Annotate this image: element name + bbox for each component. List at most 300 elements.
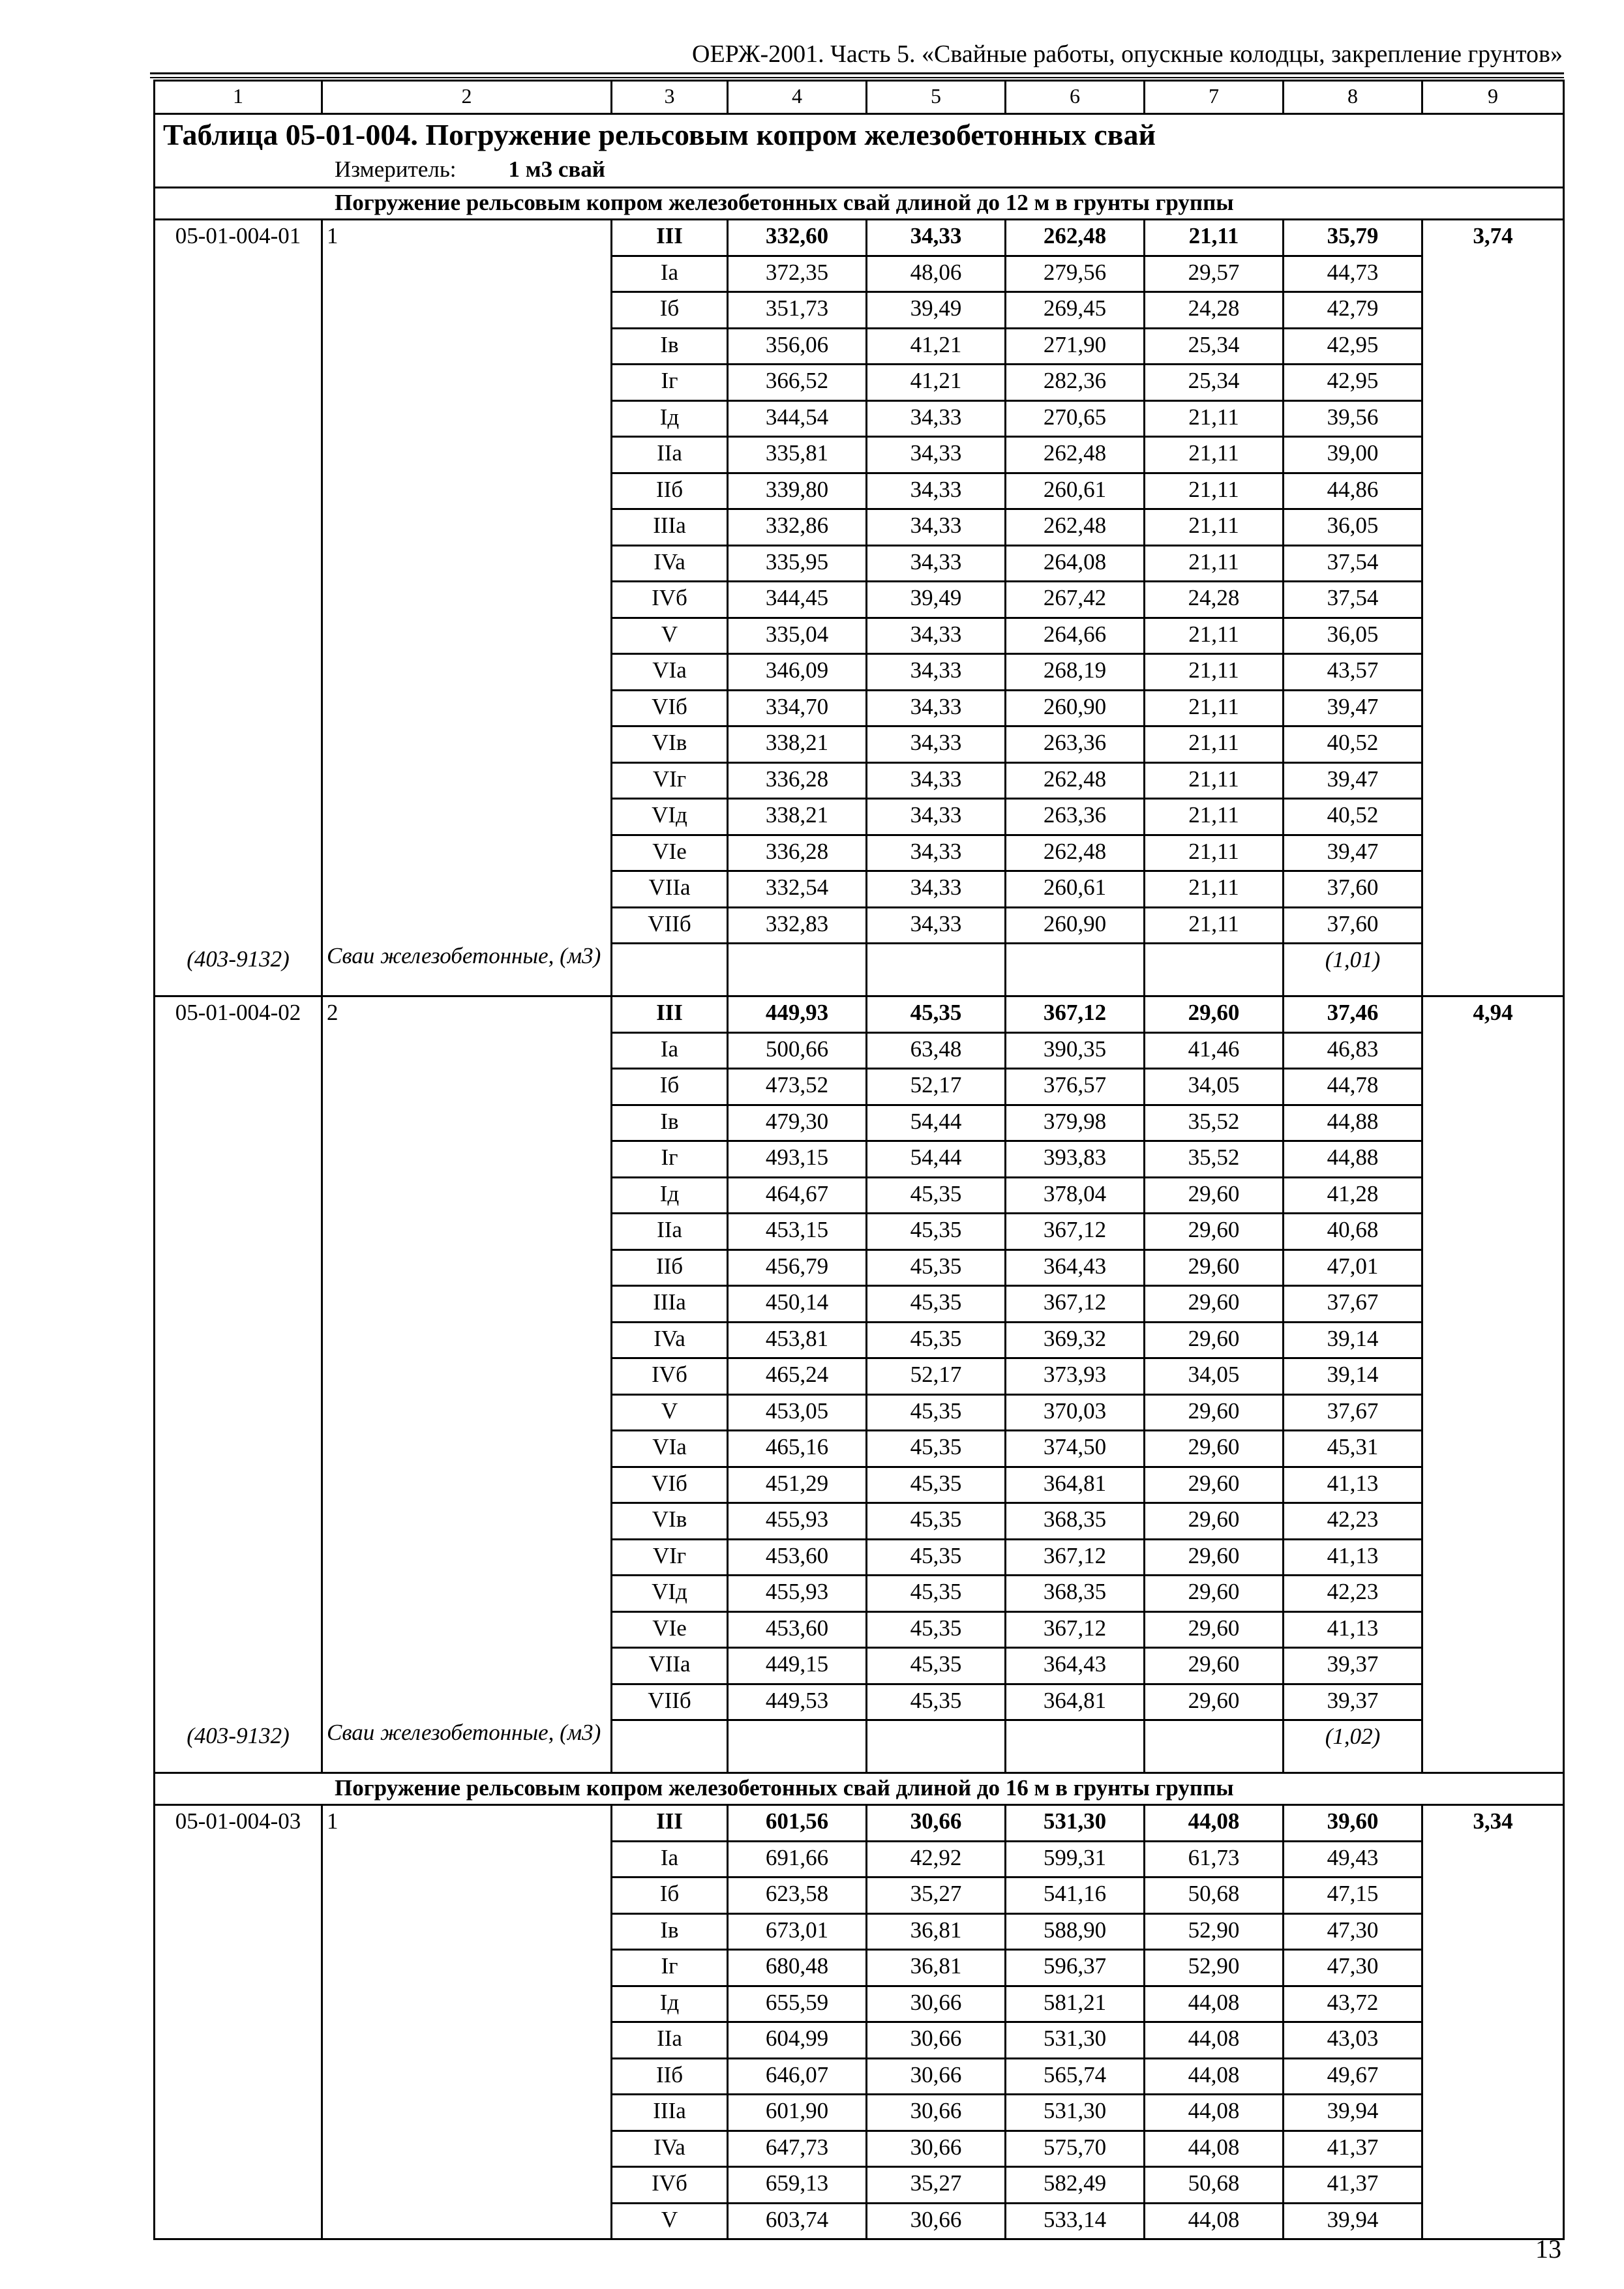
value-cell: 29,60 bbox=[1145, 1684, 1284, 1720]
soil-group-cell: IVб bbox=[612, 1358, 728, 1395]
value-cell: 30,66 bbox=[867, 2058, 1006, 2095]
value-cell: 49,67 bbox=[1284, 2058, 1422, 2095]
rate-code-cell bbox=[155, 1249, 322, 1286]
value-cell: 40,68 bbox=[1284, 1214, 1422, 1250]
value-cell: 47,15 bbox=[1284, 1878, 1422, 1914]
soil-group-cell: V bbox=[612, 618, 728, 654]
material-name: Сваи железобетонные, (м3) bbox=[327, 1720, 601, 1745]
soil-group-cell: V bbox=[612, 1394, 728, 1431]
section-heading-row bbox=[155, 1773, 1564, 1805]
col9-cell bbox=[1422, 1141, 1564, 1178]
value-cell: 42,92 bbox=[867, 1841, 1006, 1878]
value-cell: 34,33 bbox=[867, 799, 1006, 835]
rate-code-cell bbox=[155, 1950, 322, 1986]
value-cell: 453,15 bbox=[728, 1214, 867, 1250]
measure-line bbox=[155, 155, 1563, 187]
soil-group-cell: Iв bbox=[612, 328, 728, 365]
material-row bbox=[155, 944, 1564, 996]
col9-cell bbox=[1422, 1986, 1564, 2022]
value-cell: 334,70 bbox=[728, 690, 867, 726]
value-cell: 367,12 bbox=[1006, 1214, 1145, 1250]
material-code: (403-9132) bbox=[155, 1720, 322, 1773]
item-number-cell bbox=[322, 2131, 612, 2167]
value-cell: 44,08 bbox=[1145, 2203, 1284, 2239]
rate-code-cell bbox=[155, 1322, 322, 1358]
empty-cell bbox=[612, 1720, 728, 1773]
value-cell: 451,29 bbox=[728, 1467, 867, 1503]
value-cell: 44,08 bbox=[1145, 2095, 1284, 2131]
rate-code-cell bbox=[155, 726, 322, 763]
value-cell: 599,31 bbox=[1006, 1841, 1145, 1878]
value-cell: 336,28 bbox=[728, 762, 867, 799]
value-cell: 29,57 bbox=[1145, 256, 1284, 292]
table-row bbox=[155, 545, 1564, 582]
soil-group-cell: VIa bbox=[612, 654, 728, 691]
soil-group-cell: Iв bbox=[612, 1913, 728, 1950]
col9-cell bbox=[1422, 1576, 1564, 1612]
value-cell: 29,60 bbox=[1145, 1648, 1284, 1684]
soil-group-cell: VIв bbox=[612, 726, 728, 763]
value-cell: 41,21 bbox=[867, 328, 1006, 365]
value-cell: 268,19 bbox=[1006, 654, 1145, 691]
soil-group-cell: IVa bbox=[612, 1322, 728, 1358]
soil-group-cell: IIб bbox=[612, 1249, 728, 1286]
col9-cell bbox=[1422, 1286, 1564, 1323]
value-cell: 36,05 bbox=[1284, 618, 1422, 654]
value-cell: 42,95 bbox=[1284, 328, 1422, 365]
rate-code-cell bbox=[155, 292, 322, 329]
value-cell: 34,33 bbox=[867, 835, 1006, 871]
value-cell: 364,81 bbox=[1006, 1684, 1145, 1720]
rate-code-cell bbox=[155, 1286, 322, 1323]
item-number-cell bbox=[322, 762, 612, 799]
value-cell: 39,94 bbox=[1284, 2203, 1422, 2239]
table-row bbox=[155, 618, 1564, 654]
value-cell: 52,90 bbox=[1145, 1913, 1284, 1950]
section-heading-row bbox=[155, 188, 1564, 220]
column-number-row bbox=[155, 81, 1564, 114]
value-cell: 646,07 bbox=[728, 2058, 867, 2095]
column-number: 6 bbox=[1006, 81, 1145, 114]
value-cell: 21,11 bbox=[1145, 835, 1284, 871]
table-row bbox=[155, 1841, 1564, 1878]
rate-code-cell bbox=[155, 1177, 322, 1214]
value-cell: 45,35 bbox=[867, 1177, 1006, 1214]
value-cell: 44,08 bbox=[1145, 2022, 1284, 2059]
col9-cell bbox=[1422, 509, 1564, 546]
rate-code-cell bbox=[155, 1431, 322, 1467]
rate-code-cell bbox=[155, 256, 322, 292]
value-cell: 623,58 bbox=[728, 1878, 867, 1914]
value-cell: 43,57 bbox=[1284, 654, 1422, 691]
running-header: ОЕРЖ-2001. Часть 5. «Свайные работы, опускные колодцы, закрепление грунтов» bbox=[692, 40, 1563, 68]
value-cell: 575,70 bbox=[1006, 2131, 1145, 2167]
value-cell: 29,60 bbox=[1145, 1467, 1284, 1503]
value-cell: 39,14 bbox=[1284, 1322, 1422, 1358]
item-number-cell bbox=[322, 1986, 612, 2022]
value-cell: 43,03 bbox=[1284, 2022, 1422, 2059]
table-row bbox=[155, 1684, 1564, 1720]
value-cell: 44,88 bbox=[1284, 1141, 1422, 1178]
item-number-cell bbox=[322, 1950, 612, 1986]
value-cell: 54,44 bbox=[867, 1141, 1006, 1178]
table-row bbox=[155, 907, 1564, 944]
value-cell: 35,79 bbox=[1284, 220, 1422, 256]
soil-group-cell: IIa bbox=[612, 437, 728, 473]
value-cell: 21,11 bbox=[1145, 690, 1284, 726]
item-number-cell bbox=[322, 2203, 612, 2239]
value-cell: 21,11 bbox=[1145, 799, 1284, 835]
item-number-cell bbox=[322, 582, 612, 618]
col9-cell: 4,94 bbox=[1422, 996, 1564, 1033]
rate-code-cell bbox=[155, 1105, 322, 1141]
value-cell: 364,43 bbox=[1006, 1249, 1145, 1286]
col9-cell bbox=[1422, 2022, 1564, 2059]
value-cell: 39,49 bbox=[867, 582, 1006, 618]
value-cell: 46,83 bbox=[1284, 1032, 1422, 1069]
table-row bbox=[155, 1394, 1564, 1431]
table-row bbox=[155, 256, 1564, 292]
value-cell: 44,78 bbox=[1284, 1069, 1422, 1105]
value-cell: 582,49 bbox=[1006, 2167, 1145, 2204]
value-cell: 34,33 bbox=[867, 907, 1006, 944]
value-cell: 44,88 bbox=[1284, 1105, 1422, 1141]
value-cell: 479,30 bbox=[728, 1105, 867, 1141]
value-cell: 37,67 bbox=[1284, 1286, 1422, 1323]
value-cell: 36,81 bbox=[867, 1950, 1006, 1986]
col9-cell bbox=[1422, 292, 1564, 329]
rate-code-cell bbox=[155, 907, 322, 944]
rate-code-cell: 05-01-004-01 bbox=[155, 220, 322, 256]
col9-cell bbox=[1422, 944, 1564, 996]
item-number-cell bbox=[322, 545, 612, 582]
value-cell: 45,35 bbox=[867, 996, 1006, 1033]
value-cell: 30,66 bbox=[867, 2203, 1006, 2239]
value-cell: 21,11 bbox=[1145, 437, 1284, 473]
rate-code-cell bbox=[155, 2167, 322, 2204]
value-cell: 37,60 bbox=[1284, 871, 1422, 908]
item-number-cell bbox=[322, 292, 612, 329]
table-row bbox=[155, 1648, 1564, 1684]
value-cell: 29,60 bbox=[1145, 1214, 1284, 1250]
empty-cell bbox=[1006, 944, 1145, 996]
value-cell: 39,47 bbox=[1284, 762, 1422, 799]
value-cell: 21,11 bbox=[1145, 762, 1284, 799]
value-cell: 531,30 bbox=[1006, 2022, 1145, 2059]
col9-cell: 3,34 bbox=[1422, 1805, 1564, 1842]
item-number-cell bbox=[322, 1214, 612, 1250]
item-number-cell: 2 bbox=[322, 996, 612, 1033]
value-cell: 344,54 bbox=[728, 400, 867, 437]
rate-code-cell bbox=[155, 654, 322, 691]
table-row bbox=[155, 996, 1564, 1033]
soil-group-cell: Iг bbox=[612, 1950, 728, 1986]
value-cell: 42,23 bbox=[1284, 1503, 1422, 1540]
value-cell: 40,52 bbox=[1284, 726, 1422, 763]
value-cell: 41,37 bbox=[1284, 2131, 1422, 2167]
value-cell: 34,05 bbox=[1145, 1069, 1284, 1105]
item-number-cell bbox=[322, 1913, 612, 1950]
value-cell: 34,33 bbox=[867, 400, 1006, 437]
value-cell: 34,33 bbox=[867, 509, 1006, 546]
rate-code-cell bbox=[155, 1878, 322, 1914]
value-cell: 39,60 bbox=[1284, 1805, 1422, 1842]
value-cell: 39,37 bbox=[1284, 1648, 1422, 1684]
value-cell: 367,12 bbox=[1006, 1539, 1145, 1576]
value-cell: 29,60 bbox=[1145, 1539, 1284, 1576]
rate-code-cell bbox=[155, 1069, 322, 1105]
rate-code-cell bbox=[155, 618, 322, 654]
value-cell: 271,90 bbox=[1006, 328, 1145, 365]
value-cell: 44,08 bbox=[1145, 2058, 1284, 2095]
value-cell: 366,52 bbox=[728, 365, 867, 401]
value-cell: 45,35 bbox=[867, 1576, 1006, 1612]
column-number: 7 bbox=[1145, 81, 1284, 114]
value-cell: 581,21 bbox=[1006, 1986, 1145, 2022]
soil-group-cell: VIб bbox=[612, 1467, 728, 1503]
value-cell: 262,48 bbox=[1006, 437, 1145, 473]
soil-group-cell: VIд bbox=[612, 1576, 728, 1612]
rate-code-cell bbox=[155, 871, 322, 908]
item-number-cell bbox=[322, 1177, 612, 1214]
value-cell: 603,74 bbox=[728, 2203, 867, 2239]
value-cell: 34,33 bbox=[867, 545, 1006, 582]
value-cell: 647,73 bbox=[728, 2131, 867, 2167]
value-cell: 45,35 bbox=[867, 1648, 1006, 1684]
col9-cell bbox=[1422, 2131, 1564, 2167]
rate-code-cell bbox=[155, 2203, 322, 2239]
value-cell: 45,35 bbox=[867, 1249, 1006, 1286]
table-row bbox=[155, 1539, 1564, 1576]
value-cell: 531,30 bbox=[1006, 2095, 1145, 2131]
value-cell: 21,11 bbox=[1145, 545, 1284, 582]
value-cell: 45,35 bbox=[867, 1684, 1006, 1720]
empty-cell bbox=[728, 944, 867, 996]
value-cell: 344,45 bbox=[728, 582, 867, 618]
value-cell: 34,05 bbox=[1145, 1358, 1284, 1395]
column-number: 2 bbox=[322, 81, 612, 114]
value-cell: 332,83 bbox=[728, 907, 867, 944]
value-cell: 339,80 bbox=[728, 473, 867, 509]
col9-cell bbox=[1422, 1467, 1564, 1503]
value-cell: 390,35 bbox=[1006, 1032, 1145, 1069]
value-cell: 35,27 bbox=[867, 1878, 1006, 1914]
soil-group-cell: VIв bbox=[612, 1503, 728, 1540]
soil-group-cell: VIe bbox=[612, 835, 728, 871]
table-row bbox=[155, 1576, 1564, 1612]
rate-code-cell bbox=[155, 1913, 322, 1950]
value-cell: 39,94 bbox=[1284, 2095, 1422, 2131]
col9-cell bbox=[1422, 1431, 1564, 1467]
item-number-cell bbox=[322, 1684, 612, 1720]
soil-group-cell: IVa bbox=[612, 2131, 728, 2167]
value-cell: 52,17 bbox=[867, 1069, 1006, 1105]
table-row bbox=[155, 726, 1564, 763]
empty-cell bbox=[1145, 1720, 1284, 1773]
soil-group-cell: Iг bbox=[612, 365, 728, 401]
soil-group-cell: VIб bbox=[612, 690, 728, 726]
item-number-cell bbox=[322, 437, 612, 473]
col9-cell bbox=[1422, 1878, 1564, 1914]
value-cell: 45,35 bbox=[867, 1286, 1006, 1323]
item-number-cell bbox=[322, 1467, 612, 1503]
value-cell: 34,33 bbox=[867, 220, 1006, 256]
col9-cell bbox=[1422, 582, 1564, 618]
value-cell: 453,05 bbox=[728, 1394, 867, 1431]
table-row bbox=[155, 473, 1564, 509]
value-cell: 332,60 bbox=[728, 220, 867, 256]
page-number: 13 bbox=[1535, 2234, 1561, 2264]
value-cell: 262,48 bbox=[1006, 509, 1145, 546]
col9-cell bbox=[1422, 1322, 1564, 1358]
item-number-cell bbox=[322, 2095, 612, 2131]
value-cell: 260,90 bbox=[1006, 907, 1145, 944]
item-number-cell bbox=[322, 1032, 612, 1069]
item-number-cell bbox=[322, 256, 612, 292]
value-cell: 37,54 bbox=[1284, 582, 1422, 618]
value-cell: 36,81 bbox=[867, 1913, 1006, 1950]
rate-code-cell bbox=[155, 2131, 322, 2167]
item-number-cell bbox=[322, 726, 612, 763]
rate-code-cell bbox=[155, 2095, 322, 2131]
col9-cell bbox=[1422, 835, 1564, 871]
value-cell: 335,81 bbox=[728, 437, 867, 473]
value-cell: 450,14 bbox=[728, 1286, 867, 1323]
col9-cell bbox=[1422, 1394, 1564, 1431]
item-number-cell bbox=[322, 1322, 612, 1358]
col9-cell bbox=[1422, 400, 1564, 437]
value-cell: 369,32 bbox=[1006, 1322, 1145, 1358]
item-number-cell bbox=[322, 690, 612, 726]
value-cell: 54,44 bbox=[867, 1105, 1006, 1141]
value-cell: 34,33 bbox=[867, 437, 1006, 473]
value-cell: 270,65 bbox=[1006, 400, 1145, 437]
value-cell: 41,37 bbox=[1284, 2167, 1422, 2204]
value-cell: 44,86 bbox=[1284, 473, 1422, 509]
soil-group-cell: Iб bbox=[612, 1069, 728, 1105]
rate-code-cell bbox=[155, 328, 322, 365]
item-number-cell bbox=[322, 907, 612, 944]
table-row bbox=[155, 690, 1564, 726]
value-cell: 42,23 bbox=[1284, 1576, 1422, 1612]
table-row bbox=[155, 799, 1564, 835]
value-cell: 338,21 bbox=[728, 726, 867, 763]
col9-cell bbox=[1422, 1249, 1564, 1286]
value-cell: 456,79 bbox=[728, 1249, 867, 1286]
value-cell: 37,60 bbox=[1284, 907, 1422, 944]
value-cell: 21,11 bbox=[1145, 726, 1284, 763]
empty-cell bbox=[867, 1720, 1006, 1773]
rate-code-cell bbox=[155, 762, 322, 799]
table-row bbox=[155, 365, 1564, 401]
value-cell: 263,36 bbox=[1006, 799, 1145, 835]
table-row bbox=[155, 1913, 1564, 1950]
value-cell: 41,46 bbox=[1145, 1032, 1284, 1069]
value-cell: 367,12 bbox=[1006, 996, 1145, 1033]
value-cell: 41,13 bbox=[1284, 1467, 1422, 1503]
value-cell: 25,34 bbox=[1145, 365, 1284, 401]
value-cell: 39,37 bbox=[1284, 1684, 1422, 1720]
table-row bbox=[155, 2131, 1564, 2167]
table-row bbox=[155, 1358, 1564, 1395]
item-number-cell bbox=[322, 365, 612, 401]
rate-code-cell bbox=[155, 1032, 322, 1069]
col9-cell bbox=[1422, 1611, 1564, 1648]
value-cell: 267,42 bbox=[1006, 582, 1145, 618]
value-cell: 379,98 bbox=[1006, 1105, 1145, 1141]
value-cell: 45,35 bbox=[867, 1322, 1006, 1358]
material-code: (403-9132) bbox=[155, 944, 322, 996]
table-row bbox=[155, 1467, 1564, 1503]
col9-cell bbox=[1422, 1358, 1564, 1395]
value-cell: 24,28 bbox=[1145, 292, 1284, 329]
value-cell: 21,11 bbox=[1145, 907, 1284, 944]
table-row bbox=[155, 1286, 1564, 1323]
value-cell: 533,14 bbox=[1006, 2203, 1145, 2239]
rate-code-cell bbox=[155, 1611, 322, 1648]
value-cell: 24,28 bbox=[1145, 582, 1284, 618]
column-number: 4 bbox=[728, 81, 867, 114]
value-cell: 42,95 bbox=[1284, 365, 1422, 401]
item-number-cell: 1 bbox=[322, 220, 612, 256]
value-cell: 41,28 bbox=[1284, 1177, 1422, 1214]
table-row bbox=[155, 2203, 1564, 2239]
rate-code-cell bbox=[155, 1841, 322, 1878]
value-cell: 44,08 bbox=[1145, 2131, 1284, 2167]
value-cell: 39,56 bbox=[1284, 400, 1422, 437]
value-cell: 453,81 bbox=[728, 1322, 867, 1358]
value-cell: 335,95 bbox=[728, 545, 867, 582]
soil-group-cell: Ia bbox=[612, 256, 728, 292]
soil-group-cell: Iд bbox=[612, 400, 728, 437]
value-cell: 565,74 bbox=[1006, 2058, 1145, 2095]
value-cell: 29,60 bbox=[1145, 1431, 1284, 1467]
value-cell: 39,00 bbox=[1284, 437, 1422, 473]
value-cell: 21,11 bbox=[1145, 509, 1284, 546]
value-cell: 21,11 bbox=[1145, 400, 1284, 437]
column-number: 5 bbox=[867, 81, 1006, 114]
value-cell: 370,03 bbox=[1006, 1394, 1145, 1431]
table-row bbox=[155, 509, 1564, 546]
rate-code-cell bbox=[155, 1539, 322, 1576]
column-number: 9 bbox=[1422, 81, 1564, 114]
soil-group-cell: V bbox=[612, 2203, 728, 2239]
col9-cell bbox=[1422, 1913, 1564, 1950]
value-cell: 39,47 bbox=[1284, 835, 1422, 871]
col9-cell bbox=[1422, 256, 1564, 292]
value-cell: 364,43 bbox=[1006, 1648, 1145, 1684]
value-cell: 34,33 bbox=[867, 618, 1006, 654]
value-cell: 473,52 bbox=[728, 1069, 867, 1105]
soil-group-cell: IIa bbox=[612, 2022, 728, 2059]
rates-table bbox=[153, 80, 1565, 2240]
rate-code-cell bbox=[155, 1141, 322, 1178]
material-name: Сваи железобетонные, (м3) bbox=[327, 943, 601, 968]
item-number-cell bbox=[322, 509, 612, 546]
value-cell: 63,48 bbox=[867, 1032, 1006, 1069]
value-cell: 35,52 bbox=[1145, 1141, 1284, 1178]
value-cell: 21,11 bbox=[1145, 654, 1284, 691]
item-number-cell bbox=[322, 473, 612, 509]
rate-code-cell bbox=[155, 1684, 322, 1720]
soil-group-cell: IIIa bbox=[612, 2095, 728, 2131]
item-number-cell bbox=[322, 1648, 612, 1684]
table-row bbox=[155, 1431, 1564, 1467]
item-number-cell bbox=[322, 1249, 612, 1286]
soil-group-cell: IVб bbox=[612, 582, 728, 618]
table-row bbox=[155, 328, 1564, 365]
item-number-cell bbox=[322, 654, 612, 691]
